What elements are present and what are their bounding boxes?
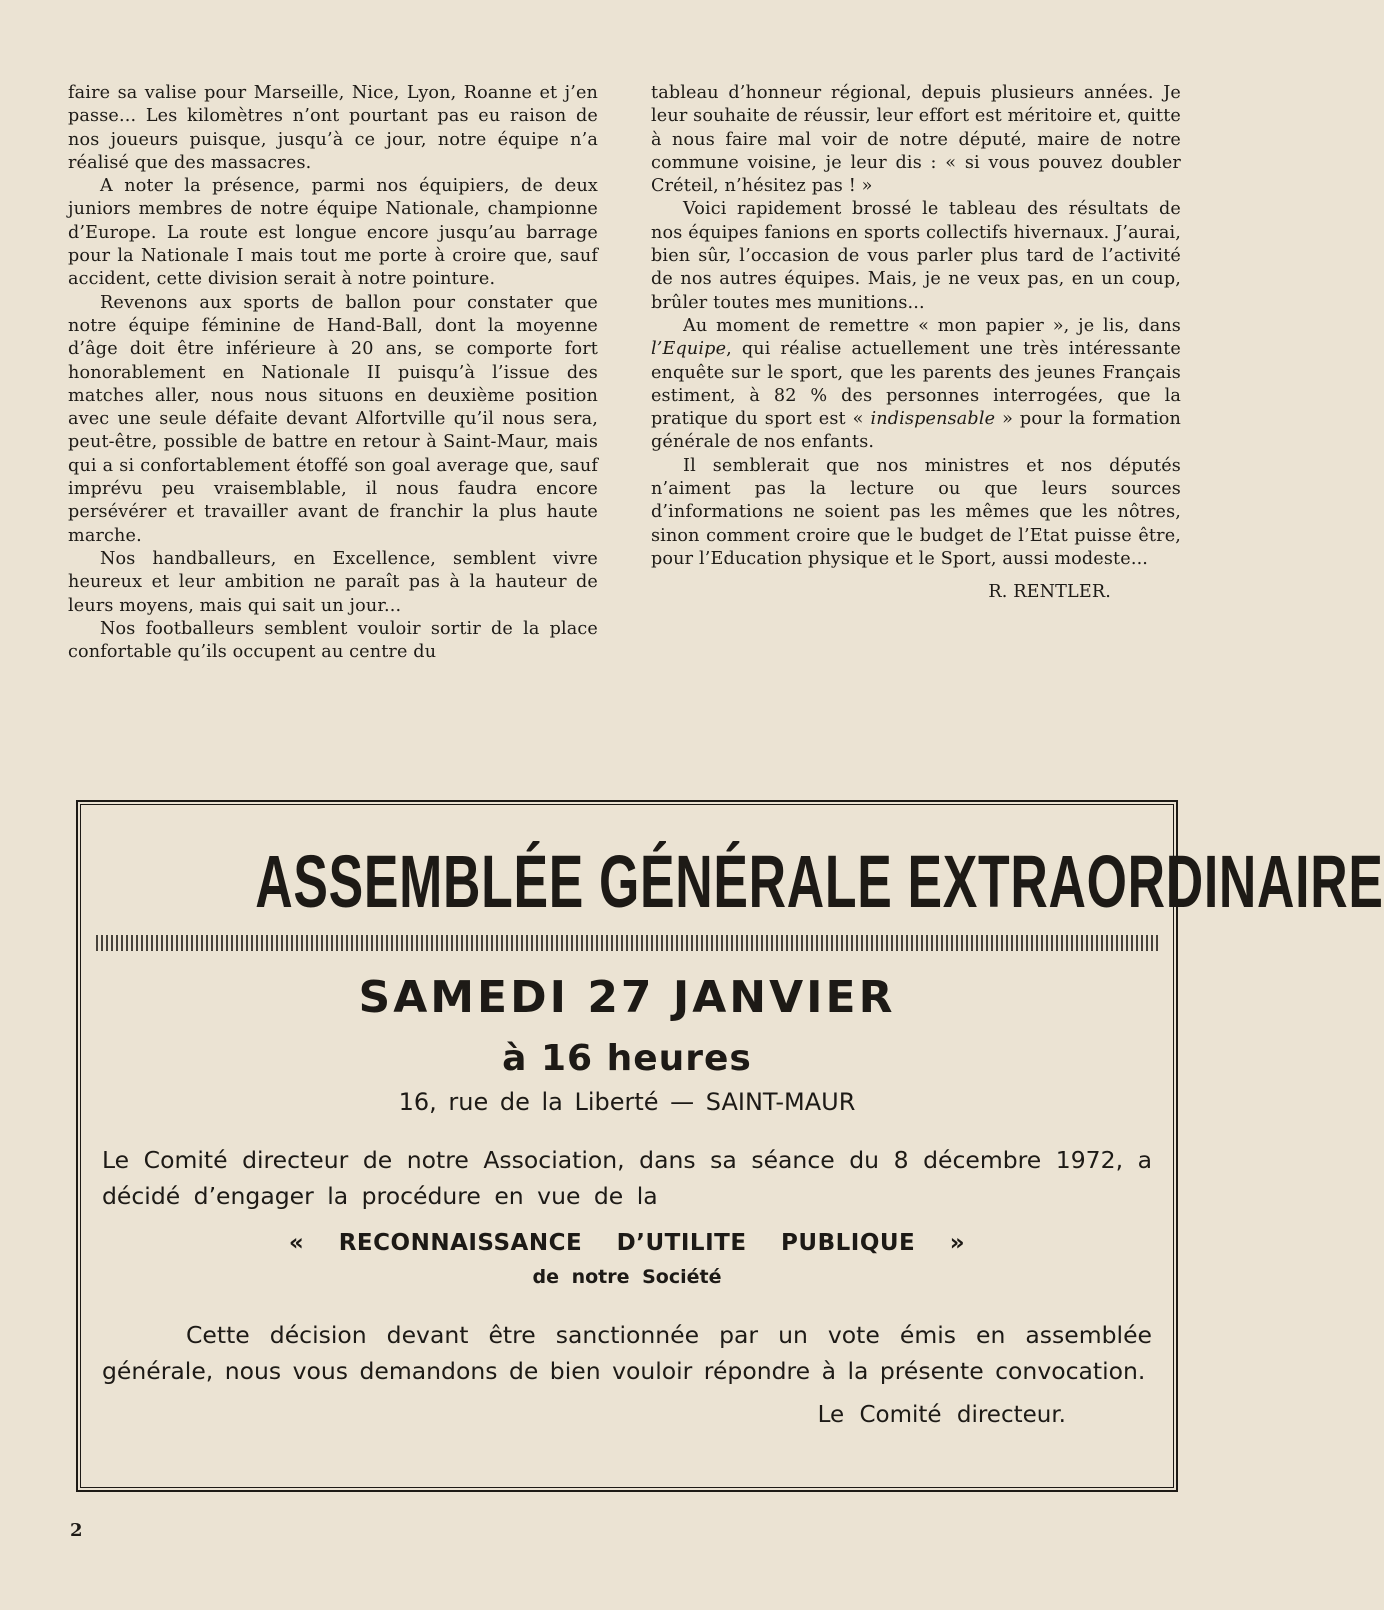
publication-name: l’Equipe [651,339,727,360]
right-paragraph: tableau d’honneur régional, depuis plusieurs années. Je leur souhaite de réussir, leur effort est méritoire et, quitte à nous faire mal voir de notre député, maire de notre commune voisine, je leur dis : « si vous pouvez doubler Créteil, n’hésitez pas ! » [651,83,1181,197]
meeting-time: à 16 heures [502,1038,752,1079]
announcement-title: ASSEMBLÉE GÉNÉRALE EXTRAORDINAIRE [255,840,1384,923]
left-paragraph: Nos footballeurs semblent vouloir sortir de la place confortable qu’ils occupent au centre du [68,618,598,663]
recognition-subheading: de notre Société [532,1266,722,1288]
announcement-paragraph-1: Le Comité directeur de notre Association, dans sa séance du 8 décembre 1972, a décidé d’engager la procédure en vue de la [102,1146,1152,1210]
announcement-paragraph-2: Cette décision devant être sanctionnée par un vote émis en assemblée générale, nous vous demandons de bien vouloir répondre à la présente convocation. [102,1321,1152,1385]
text-span: Au moment de remettre « mon papier », je lis, dans [683,315,1181,336]
decorative-rule [96,935,1158,951]
right-paragraph: Voici rapidement brossé le tableau des résultats de nos équipes fanions en sports collectifs hivernaux. J’aurai, bien sûr, l’occasion de vous parler plus tard de l’activité de nos autres équipes. Mais, je ne veux pas, en un coup, brûler toutes mes munitions... [651,199,1181,313]
text-span: » pour la formation générale de nos enfants. [651,409,1181,453]
emphasis: indispensable [870,409,996,430]
meeting-address: 16, rue de la Liberté — SAINT-MAUR [398,1088,856,1116]
left-paragraph: A noter la présence, parmi nos équipiers, de deux juniors membres de notre équipe Nationale, championne d’Europe. La route est longue encore jusqu’au barrage pour la Nationale I mais tout me porte à croire que, sauf accident, cette division serait à notre pointure. [68,176,598,290]
left-column [68,82,598,664]
recognition-heading: « RECONNAISSANCE D’UTILITE PUBLIQUE » [288,1230,966,1256]
left-paragraph: Nos handballeurs, en Excellence, semblent vivre heureux et leur ambition ne paraît pas à la hauteur de leurs moyens, mais qui sait un jour... [68,548,598,616]
left-paragraph: Revenons aux sports de ballon pour constater que notre équipe féminine de Hand-Ball, dont la moyenne d’âge doit être inférieure à 20 ans, se comporte fort honorablement en Nationale II puisqu’à l’issue des matches aller, nous nous situons en deuxième position avec une seule défaite devant Alfortville qu’il nous sera, peut-être, possible de battre en retour à Saint-Maur, mais qui a si confortablement étoffé son goal average que, sauf imprévu peu vraisemblable, il nous faudra encore persévérer et travailler avant de franchir la plus haute marche. [68,292,598,546]
right-paragraph [651,315,1181,455]
meeting-date: SAMEDI 27 JANVIER [358,972,896,1023]
page-number: 2 [70,1520,83,1541]
right-column [651,82,1181,605]
text-span: , qui réalise actuellement une très intéressante enquête sur le sport, que les parents des jeunes Français estiment, à 82 % des personnes interrogées, que la pratique du sport est « [651,339,1181,430]
committee-signature: Le Comité directeur. [817,1402,1066,1428]
author-signature: R. RENTLER. [988,582,1111,603]
announcement-box [76,800,1384,1492]
right-paragraph: Il semblerait que nos ministres et nos députés n’aiment pas la lecture ou que leurs sources d’informations ne soient pas les mêmes que les nôtres, sinon comment croire que le budget de l’Etat puisse être, pour l’Education physique et le Sport, aussi modeste... [651,455,1181,569]
left-paragraph: faire sa valise pour Marseille, Nice, Lyon, Roanne et j’en passe... Les kilomètres n’ont pourtant pas eu raison de nos joueurs puisque, jusqu’à ce jour, notre équipe n’a réalisé que des massacres. [68,83,598,173]
